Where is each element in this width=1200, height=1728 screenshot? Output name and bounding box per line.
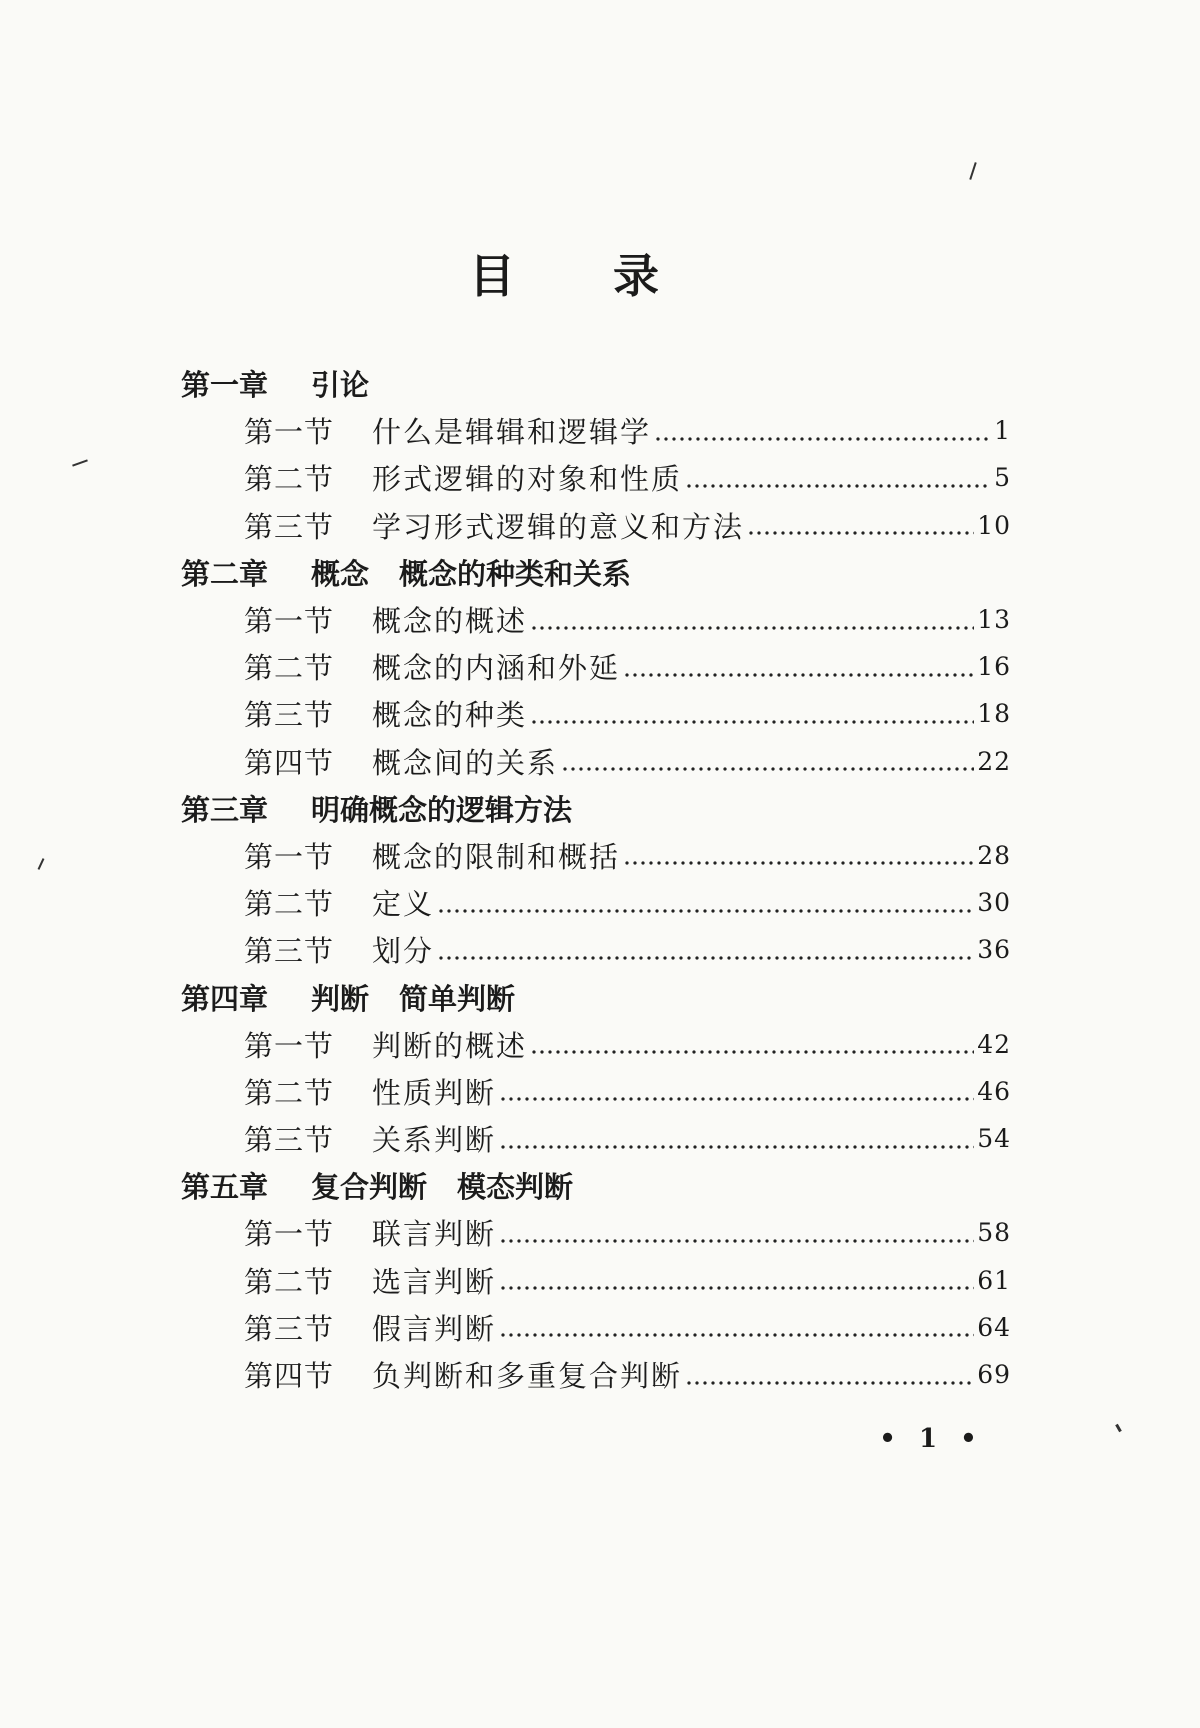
chapter-subtitle: 模态判断 (457, 1170, 574, 1205)
section-label: 第二节 (244, 462, 335, 497)
dot-leader (748, 530, 974, 536)
section-label: 第三节 (244, 1311, 335, 1346)
page-number: 18 (977, 699, 1011, 729)
dot-leader (500, 1238, 974, 1244)
section-label: 第一节 (244, 1217, 335, 1252)
section-label: 第三节 (244, 934, 335, 969)
dot-leader (562, 766, 974, 772)
scan-mark (38, 858, 45, 870)
dot-leader (500, 1144, 974, 1150)
chapter-title: 概念 (311, 556, 370, 591)
dot-leader (500, 1332, 974, 1338)
page-title-char-1: 目 (469, 249, 515, 303)
section-label: 第三节 (244, 698, 335, 733)
page-number: 5 (994, 463, 1011, 493)
page-footer-number: • 1 • (879, 1424, 977, 1454)
toc-entry (181, 738, 1011, 785)
section-title: 负判断和多重复合判断 (372, 1359, 683, 1394)
section-label: 第一节 (244, 839, 335, 874)
chapter-label: 第三章 (181, 792, 269, 827)
dot-leader (655, 436, 991, 442)
chapter-label: 第一章 (181, 368, 269, 403)
page-number: 16 (977, 652, 1011, 682)
section-title: 关系判断 (372, 1123, 497, 1158)
scan-mark (1115, 1424, 1122, 1432)
page-number: 42 (977, 1029, 1011, 1059)
page-number: 54 (977, 1124, 1011, 1154)
dot-leader (500, 1285, 974, 1291)
toc-entry (181, 1068, 1011, 1115)
chapter-label: 第五章 (181, 1170, 269, 1205)
section-title: 概念的内涵和外延 (372, 651, 621, 686)
section-title: 判断的概述 (372, 1028, 528, 1063)
dot-leader (531, 1049, 974, 1055)
chapter-3-heading (181, 785, 1011, 832)
toc-entry (181, 502, 1011, 549)
section-title: 性质判断 (372, 1075, 497, 1110)
page-number: 30 (977, 888, 1011, 918)
section-title: 假言判断 (372, 1311, 497, 1346)
section-title: 概念的种类 (372, 698, 528, 733)
toc-entry (181, 454, 1011, 501)
page-number: 28 (977, 840, 1011, 870)
chapter-title: 明确概念的逻辑方法 (311, 792, 573, 827)
toc-entry (181, 1209, 1011, 1256)
toc-entry (181, 1115, 1011, 1162)
dot-leader (531, 625, 974, 631)
section-label: 第二节 (244, 887, 335, 922)
page-number: 69 (977, 1360, 1011, 1390)
section-title: 概念间的关系 (372, 745, 559, 780)
section-label: 第二节 (244, 651, 335, 686)
section-label: 第二节 (244, 1075, 335, 1110)
section-title: 学习形式逻辑的意义和方法 (372, 509, 745, 544)
chapter-subtitle: 概念的种类和关系 (399, 556, 632, 591)
page-number: 46 (977, 1076, 1011, 1106)
toc-entry (181, 832, 1011, 879)
dot-leader (500, 1096, 974, 1102)
dot-leader (531, 719, 974, 725)
toc-entry (181, 690, 1011, 737)
page-number: 10 (977, 510, 1011, 540)
toc-entry (181, 596, 1011, 643)
chapter-label: 第二章 (181, 556, 269, 591)
section-label: 第一节 (244, 1028, 335, 1063)
page-number: 36 (977, 935, 1011, 965)
scan-mark (969, 162, 976, 180)
section-title: 概念的概述 (372, 604, 528, 639)
page-title-char-2: 录 (613, 249, 659, 303)
dot-leader (438, 908, 974, 914)
page-number: 1 (994, 416, 1011, 446)
chapter-label: 第四章 (181, 981, 269, 1016)
section-label: 第三节 (244, 1123, 335, 1158)
toc-entry (181, 1021, 1011, 1068)
chapter-subtitle: 简单判断 (399, 981, 516, 1016)
scan-mark (72, 459, 88, 466)
dot-leader (624, 672, 974, 678)
page-number: 64 (977, 1312, 1011, 1342)
section-label: 第四节 (244, 1359, 335, 1394)
dot-leader (624, 860, 974, 866)
dot-leader (686, 1380, 974, 1386)
page-number: 22 (977, 746, 1011, 776)
toc-entry (181, 1304, 1011, 1351)
table-of-contents (181, 360, 1011, 1398)
section-label: 第一节 (244, 604, 335, 639)
chapter-1-heading (181, 360, 1011, 407)
page-number: 58 (977, 1218, 1011, 1248)
section-title: 什么是辑辑和逻辑学 (372, 415, 652, 450)
toc-entry (181, 1257, 1011, 1304)
dot-leader (686, 483, 991, 489)
section-label: 第四节 (244, 745, 335, 780)
section-title: 联言判断 (372, 1217, 497, 1252)
toc-entry (181, 879, 1011, 926)
section-title: 形式逻辑的对象和性质 (372, 462, 683, 497)
toc-entry (181, 407, 1011, 454)
chapter-5-heading (181, 1162, 1011, 1209)
toc-entry (181, 643, 1011, 690)
section-title: 概念的限制和概括 (372, 839, 621, 874)
section-label: 第一节 (244, 415, 335, 450)
chapter-4-heading (181, 973, 1011, 1020)
chapter-title: 判断 (311, 981, 370, 1016)
section-label: 第二节 (244, 1264, 335, 1299)
chapter-2-heading (181, 549, 1011, 596)
toc-entry (181, 1351, 1011, 1398)
page-number: 13 (977, 605, 1011, 635)
section-title: 定义 (372, 887, 435, 922)
toc-entry (181, 926, 1011, 973)
section-title: 选言判断 (372, 1264, 497, 1299)
chapter-title: 复合判断 (311, 1170, 428, 1205)
chapter-title: 引论 (311, 368, 370, 403)
dot-leader (438, 955, 974, 961)
section-title: 划分 (372, 934, 435, 969)
page-number: 61 (977, 1265, 1011, 1295)
section-label: 第三节 (244, 509, 335, 544)
